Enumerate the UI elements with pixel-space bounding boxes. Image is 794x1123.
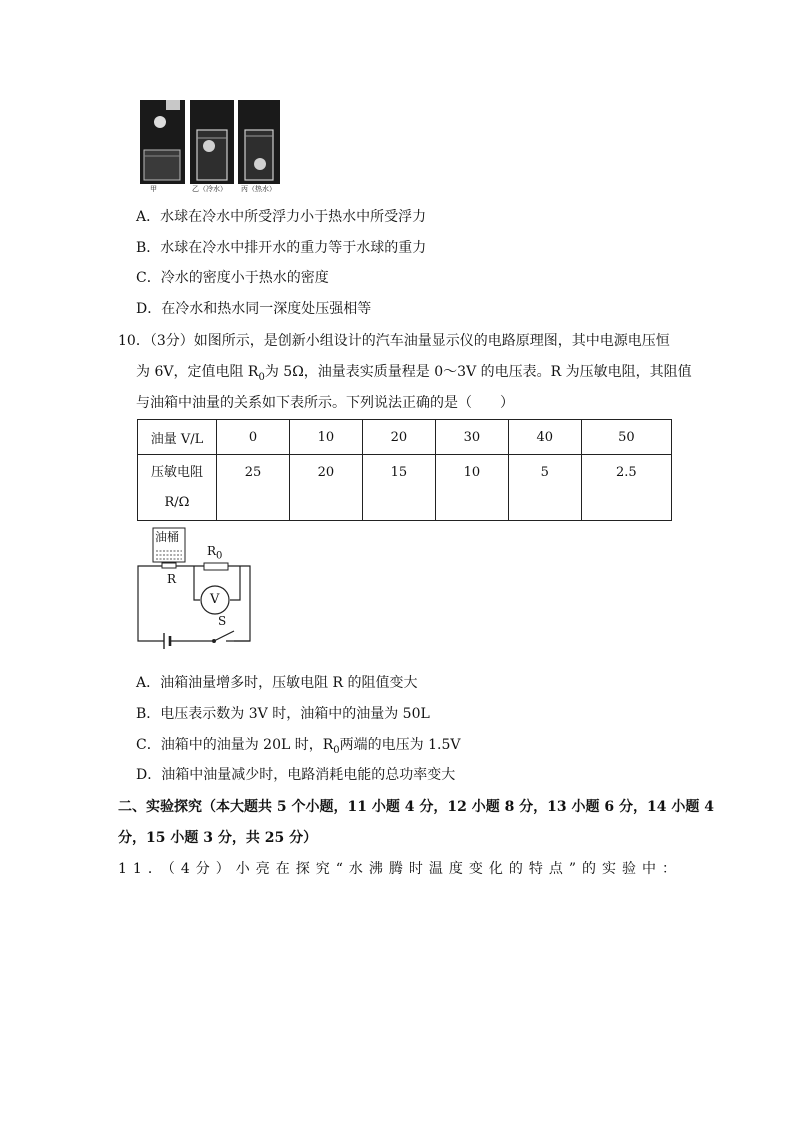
circuit-r0-label-sub: 0 [216,550,223,562]
q10-stem-line1: 10．（3分）如图所示，是创新小组设计的汽车油量显示仪的电路原理图，其中电源电压恒 [118,333,670,349]
circuit-tank-label: 油桶 [155,530,180,544]
q9-option-a: A．水球在冷水中所受浮力小于热水中所受浮力 [136,209,427,225]
table-cell: 10 [435,455,508,521]
q10-option-b: B．电压表示数为 3V 时，油箱中的油量为 50L [136,706,430,722]
caption-jia: 甲 [150,185,157,193]
table-cell: 30 [435,420,508,455]
photo-bing-graphic [238,100,280,184]
table-header-resistance-line2: R/Ω [164,494,190,510]
caption-yi: 乙（冷水） [192,185,227,193]
table-header-resistance [138,455,217,521]
q10-option-c-post: 两端的电压为 1.5V [339,737,461,753]
q9-option-b: B．水球在冷水中排开水的重力等于水球的重力 [136,240,427,256]
q10-stem-line2-b: 为 5Ω，油量表实质量程是 0～3V 的电压表。R 为压敏电阻，其阻值 [264,364,692,380]
q10-stem-line2-sub: 0 [258,371,265,383]
table-cell: 40 [508,420,581,455]
table-cell: 15 [362,455,435,521]
q9-option-d: D．在冷水和热水同一深度处压强相等 [136,301,372,317]
circuit-diagram [130,525,260,650]
photo-jia-graphic [140,100,185,184]
q10-option-d: D．油箱中油量减少时，电路消耗电能的总功率变大 [136,767,456,783]
q10-option-c-sub: 0 [333,744,340,756]
table-cell: 20 [289,455,362,521]
table-header-volume: 油量 V/L [138,420,217,455]
resistor-r0 [204,563,228,570]
q9-option-c: C．冷水的密度小于热水的密度 [136,270,329,286]
photo-yi-graphic [190,100,234,184]
q10-option-c-pre: C．油箱中的油量为 20L 时，R [136,737,334,753]
table-cell: 10 [289,420,362,455]
q10-stem-line2 [136,362,692,388]
table-cell: 25 [217,455,290,521]
caption-bing: 丙（热水） [241,185,276,193]
pressure-resistor-r [162,563,176,568]
table-cell: 5 [508,455,581,521]
section2-heading-line1: 二、实验探究（本大题共 5 个小题，11 小题 4 分，12 小题 8 分，13 小题 6 分，14 小题 4 [118,799,714,815]
photo-bing [238,100,280,184]
table-cell: 50 [581,420,671,455]
circuit-r-label: R [167,572,177,586]
oil-resistance-table [137,419,672,521]
table-row-volume [138,420,672,455]
circuit-meter-label: V [210,592,220,607]
q10-option-c [136,735,460,761]
section2-heading-line2: 分，15 小题 3 分，共 25 分） [118,830,318,846]
q10-option-a: A．油箱油量增多时，压敏电阻 R 的阻值变大 [136,675,418,691]
table-cell: 20 [362,420,435,455]
q11-stem: 11．（4分）小亮在探究“水沸腾时温度变化的特点”的实验中： [118,861,683,877]
circuit-switch-label: S [218,614,227,628]
table-header-resistance-line1: 压敏电阻 [150,464,203,480]
circuit-r0-label-main: R [207,544,217,558]
circuit-r0-label [207,544,222,561]
photo-jia [140,100,185,184]
table-cell: 0 [217,420,290,455]
q10-stem-line3: 与油箱中油量的关系如下表所示。下列说法正确的是（ ） [136,395,514,411]
photo-yi [190,100,234,184]
table-row-resistance [138,455,672,521]
q10-stem-line2-a: 为 6V，定值电阻 R [136,364,259,380]
table-cell: 2.5 [581,455,671,521]
